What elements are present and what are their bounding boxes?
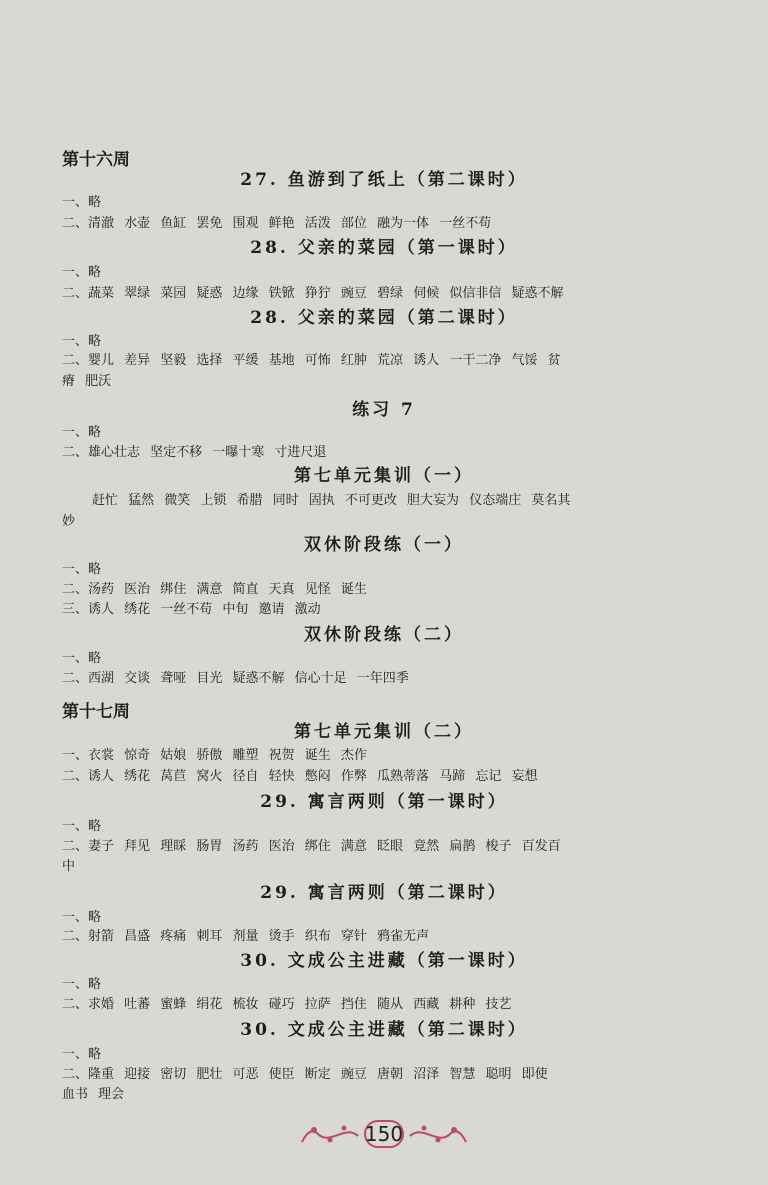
answer-line: 二、求婚 吐蕃 蜜蜂 绢花 梳妆 碰巧 拉萨 挡住 随从 西藏 耕种 技艺: [62, 997, 512, 1012]
answer-line: 二、妻子 拜见 理睬 肠胃 汤药 医治 绑住 满意 眨眼 竟然 扁鹊 梭子 百发百: [62, 839, 561, 854]
lesson-title: 双休阶段练（一）: [304, 535, 464, 555]
answer-line: 一、略: [62, 977, 102, 992]
answer-line: 血书 理会: [62, 1087, 125, 1102]
answer-line: 妙: [62, 514, 76, 529]
lesson-title: 第七单元集训（一）: [294, 466, 474, 486]
answer-line: 二、射箭 昌盛 疼痛 刺耳 剂量 烫手 织布 穿针 鸦雀无声: [62, 929, 430, 944]
answer-line: 一、略: [62, 334, 102, 349]
lesson-title: 28. 父亲的菜园（第二课时）: [250, 308, 518, 328]
lesson-title: 双休阶段练（二）: [304, 625, 464, 645]
answer-line: 二、西湖 交谈 聋哑 目光 疑惑不解 信心十足 一年四季: [62, 671, 409, 686]
lesson-title: 30. 文成公主进藏（第一课时）: [240, 951, 528, 971]
answer-line: 二、蔬菜 翠绿 菜园 疑惑 边缘 铁锨 狰狞 豌豆 碧绿 伺候 似信非信 疑惑不解: [62, 286, 564, 301]
answer-line: 二、清澈 水壶 鱼缸 罢免 围观 鲜艳 活泼 部位 融为一体 一丝不苟: [62, 216, 492, 231]
answer-line: 中: [62, 859, 76, 874]
week-heading: 第十七周: [62, 702, 130, 722]
answer-line: 一、略: [62, 651, 102, 666]
vine-ornament-left-icon: [300, 1116, 360, 1156]
answer-line: 二、隆重 迎接 密切 肥壮 可恶 使臣 断定 豌豆 唐朝 沼泽 智慧 聪明 即使: [62, 1067, 548, 1082]
lesson-title: 练习 7: [352, 400, 416, 420]
answer-line: 一、衣裳 惊奇 姑娘 骄傲 雕塑 祝贺 诞生 杰作: [62, 748, 367, 763]
lesson-title: 30. 文成公主进藏（第二课时）: [240, 1020, 528, 1040]
lesson-title: 第七单元集训（二）: [294, 722, 474, 742]
answer-line: 一、略: [62, 562, 102, 577]
answer-line: 二、雄心壮志 坚定不移 一曝十寒 寸进尺退: [62, 445, 327, 460]
week-heading: 第十六周: [62, 150, 130, 170]
lesson-title: 27. 鱼游到了纸上（第二课时）: [240, 170, 528, 190]
lesson-title: 29. 寓言两则（第二课时）: [260, 883, 508, 903]
answer-line: 二、汤药 医治 绑住 满意 简直 天真 见怪 诞生: [62, 582, 367, 597]
answer-line: 二、婴儿 差异 坚毅 选择 平缓 基地 可怖 红肿 荒凉 诱人 一干二净 气馁 贫: [62, 353, 561, 368]
lesson-title: 28. 父亲的菜园（第一课时）: [250, 238, 518, 258]
answer-line: 一、略: [62, 425, 102, 440]
vine-ornament-right-icon: [408, 1116, 468, 1156]
answer-line: 瘠 肥沃: [62, 374, 112, 389]
lesson-title: 29. 寓言两则（第一课时）: [260, 792, 508, 812]
answer-line: 三、诱人 绣花 一丝不苟 中旬 邀请 激动: [62, 602, 321, 617]
answer-line: 一、略: [62, 195, 102, 210]
page-number: 150: [364, 1122, 404, 1146]
answer-line: 一、略: [62, 265, 102, 280]
answer-line: 二、诱人 绣花 莴苣 窝火 径自 轻快 憋闷 作弊 瓜熟蒂落 马蹄 忘记 妄想: [62, 769, 538, 784]
answer-line: 一、略: [62, 1047, 102, 1062]
answer-line: 一、略: [62, 910, 102, 925]
answer-line: 一、略: [62, 819, 102, 834]
page-footer: [0, 1116, 768, 1156]
answer-line: 赶忙 猛然 微笑 上锁 希腊 同时 固执 不可更改 胆大妄为 仪态端庄 莫名其: [92, 493, 571, 508]
